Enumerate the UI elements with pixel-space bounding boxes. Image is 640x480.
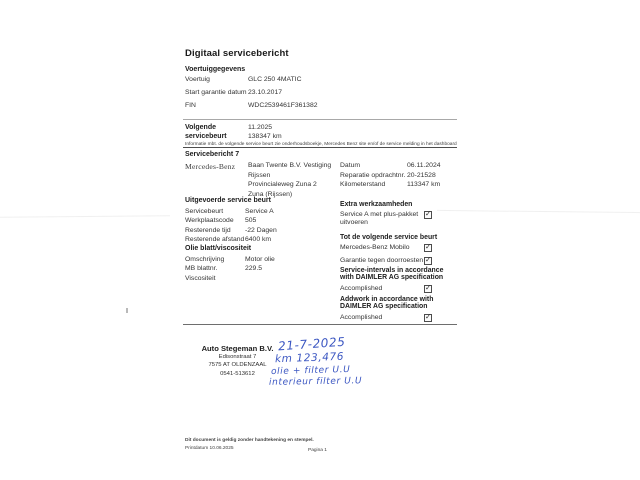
next-service-section (185, 123, 457, 147)
meta-label: Kilometerstand (340, 181, 386, 189)
row-value: -22 Dagen (245, 226, 277, 234)
row-label: Viscositeit (185, 274, 216, 282)
divider (183, 119, 457, 120)
service-intervals-item (340, 282, 462, 292)
stamp-name: Auto Stegeman B.V. (201, 344, 274, 353)
item-text: Mercedes-Benz Mobilo (340, 244, 410, 252)
divider (183, 147, 457, 148)
next-service-label: servicebeurt (185, 133, 227, 140)
row-label: Servicebeurt (185, 208, 224, 215)
extra-work-section (340, 201, 462, 226)
stamp-line: 7575 AT OLDENZAAL (208, 362, 267, 369)
report-meta (340, 161, 441, 190)
checkbox-checked-icon: ✓ (425, 254, 432, 264)
meta-label: Datum (340, 162, 361, 169)
next-service-note: Informatie mbt. de volgende service beurt zie onderhoudsboekje, Mercedes Benz site en/of de service melding in het dashboard (185, 142, 457, 147)
row-value: WDC2539461F361382 (248, 102, 318, 109)
meta-row (340, 161, 441, 171)
row-label: FIN (185, 102, 196, 109)
until-next-service-heading: Tot de volgende service beurt (340, 234, 438, 241)
meta-row (340, 180, 441, 190)
footer-page-number: Pagina 1 (308, 448, 327, 453)
footer-validity-note: Dit document is geldig zonder handtekening en stempel. (185, 438, 314, 443)
handwritten-note: interieur filter U.U (268, 376, 363, 388)
vehicle-row (185, 75, 302, 84)
until-next-service-section (340, 234, 462, 264)
row-value: 229.5 (245, 265, 263, 273)
service-row (185, 226, 277, 235)
row-value: Service A (245, 208, 274, 215)
meta-value: 113347 km (407, 181, 441, 189)
row-value: GLC 250 4MATIC (248, 76, 302, 83)
row-label: Voertuig (185, 76, 210, 83)
addwork-heading: Addwork in accordance with DAIMLER AG specification (340, 296, 434, 311)
oil-row (185, 255, 275, 264)
paper-crease (437, 210, 640, 213)
checkbox-checked-icon: ✓ (425, 311, 432, 321)
dealer-address-line: Baan Twente B.V. Vestiging (248, 162, 332, 169)
row-label: Resterende tijd (185, 226, 231, 234)
until-next-item (340, 244, 462, 251)
vehicle-section (185, 66, 318, 110)
dealer-address-line: Rijssen (248, 171, 271, 179)
oil-row (185, 264, 263, 273)
meta-value: 20-21528 (407, 171, 436, 179)
row-value: 505 (245, 217, 257, 225)
item-text: Accomplished (340, 284, 383, 292)
next-service-km: 138347 km (248, 133, 282, 140)
meta-value: 06.11.2024 (407, 162, 441, 169)
stamp-line: 0541-513612 (220, 370, 255, 377)
extra-work-heading: Extra werkzaamheden (340, 201, 413, 208)
service-intervals-section (340, 267, 462, 292)
paper-crease (0, 215, 170, 217)
oil-section (185, 245, 275, 283)
dealer-address-line: Provincialeweg Zuna 2 (248, 181, 317, 189)
extra-work-item (340, 211, 462, 226)
item-text: Accomplished (340, 313, 383, 321)
performed-service-heading: Uitgevoerde service beurt (185, 197, 271, 204)
row-label: Resterende afstand (185, 236, 245, 244)
divider (183, 324, 457, 325)
service-row (185, 235, 271, 244)
page-title: Digitaal servicebericht (185, 48, 289, 59)
row-label: Start garantie datum (185, 89, 247, 96)
addwork-section (340, 296, 462, 321)
meta-label: Reparatie opdrachtnr. (340, 171, 406, 179)
mercedes-benz-wordmark: Mercedes-Benz (185, 162, 236, 171)
checkbox-checked-icon: ✓ (425, 209, 432, 219)
item-text: Garantie tegen doorroesten (340, 256, 424, 264)
service-intervals-heading: Service-intervals in accordance with DAIMLER AG specification (340, 267, 444, 282)
row-label: Omschrijving (185, 256, 225, 263)
performed-service-section (185, 197, 277, 245)
footer-printdate: Printdatum 10.06.2025 (185, 446, 234, 451)
scan-speck (126, 308, 128, 313)
handwritten-km: km 123,476 (274, 350, 345, 366)
vehicle-row (185, 88, 283, 97)
dealer-address (248, 161, 331, 200)
row-value: 23.10.2017 (248, 89, 283, 96)
oil-row (185, 274, 251, 283)
meta-row (340, 171, 436, 181)
service-report-heading: Servicebericht 7 (185, 151, 240, 158)
handwritten-date: 21-7-2025 (277, 334, 346, 354)
handwritten-note: olie + filter U.U (270, 364, 351, 378)
vehicle-heading: Voertuiggegevens (185, 66, 246, 73)
stamp-line: Edisonstraat 7 (218, 354, 257, 360)
vehicle-row (185, 101, 318, 110)
next-service-date: 11.2025 (248, 124, 273, 131)
addwork-item (340, 311, 462, 321)
row-label: Werkplaatscode (185, 217, 234, 225)
row-label: MB blattnr. (185, 265, 218, 273)
oil-heading: Olie blatt/viscositeit (185, 245, 252, 252)
service-row (185, 207, 274, 216)
dealer-address-line: Zuna (Rijssen) (248, 191, 293, 199)
row-value: Motor olie (245, 256, 275, 263)
service-row (185, 216, 271, 225)
checkbox-checked-icon: ✓ (425, 242, 432, 252)
item-text: Service A met plus-pakket uitvoeren (340, 211, 419, 226)
until-next-item (340, 254, 462, 264)
row-value: 6400 km (245, 236, 272, 244)
checkbox-checked-icon: ✓ (425, 282, 432, 292)
next-service-label: Volgende (185, 124, 216, 131)
